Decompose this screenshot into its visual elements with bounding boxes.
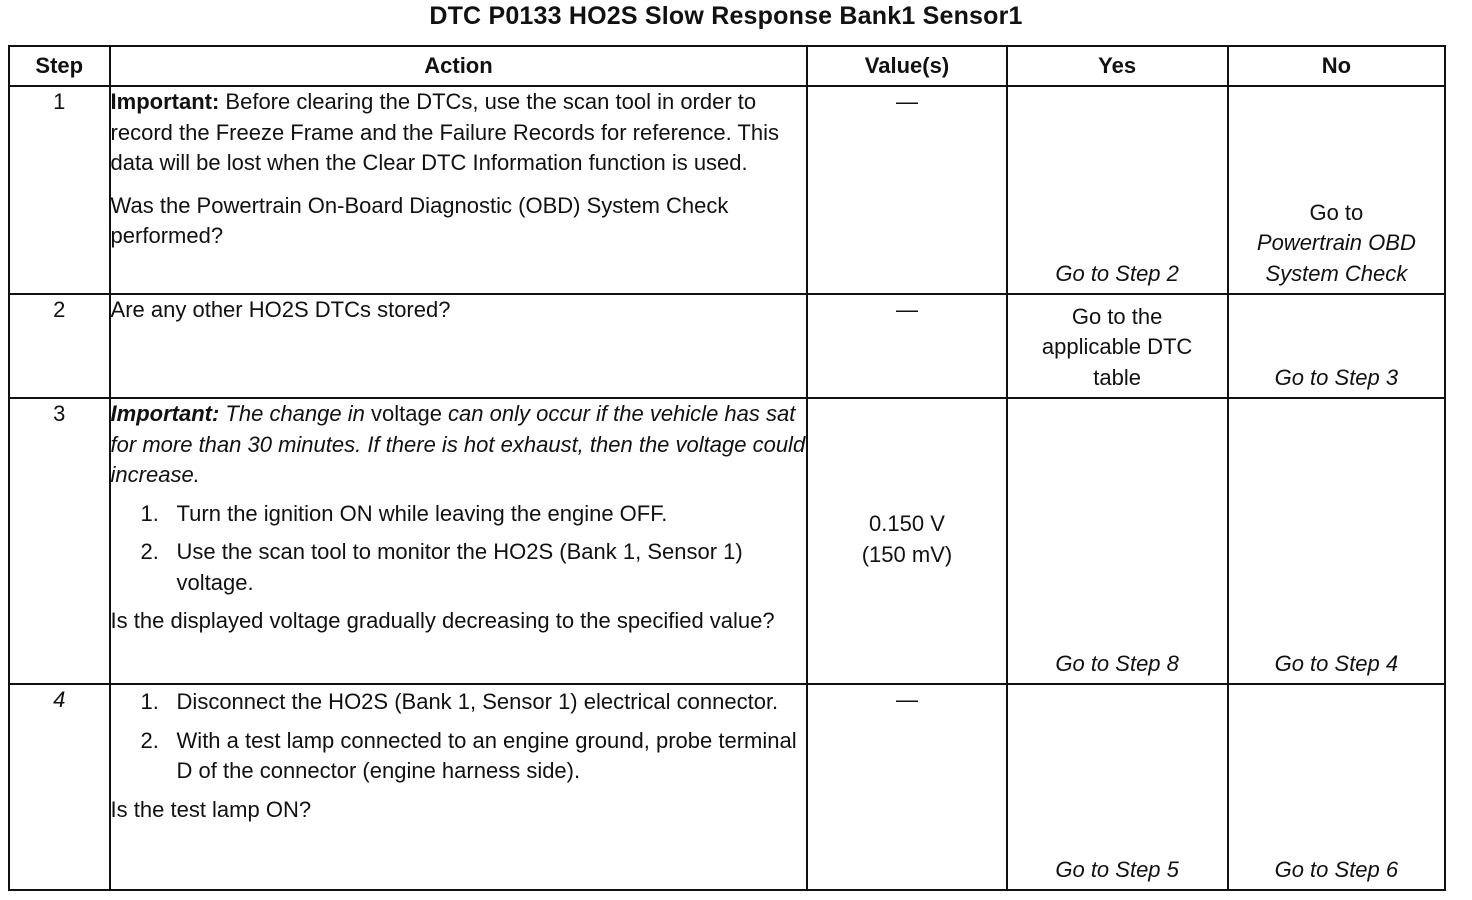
yes-cell [1007,684,1228,890]
action-cell [110,684,808,890]
important-text-b: voltage [370,401,442,426]
procedure-list [111,687,807,787]
header-values: Value(s) [807,46,1006,86]
action-question: Was the Powertrain On-Board Diagnostic (OBD) System Check performed? [110,192,729,248]
list-item-text: Use the scan tool to monitor the HO2S (Bank 1, Sensor 1) voltage. [176,539,743,595]
important-note [111,87,807,179]
action-question: Are any other HO2S DTCs stored? [110,297,451,322]
important-text-a: The change in [219,401,371,426]
value-text: — [895,297,918,322]
step-number: 2 [9,294,110,398]
value-cell [807,684,1006,890]
yes-goto-link[interactable]: Go to the applicable DTC table [1041,303,1193,390]
important-label: Important: [110,89,220,114]
list-item [111,687,807,718]
value-volts: 0.150 V [869,511,945,536]
no-cell [1228,294,1445,398]
no-cell [1228,86,1445,294]
important-text-c: can only occur if the vehicle has sat for more than 30 minutes. If there is hot exhaust, then the voltage could increase. [110,401,806,487]
table-header-row [9,46,1445,86]
action-cell [110,398,808,684]
important-text: Before clearing the DTCs, use the scan tool in order to record the Freeze Frame and the Failure Records for reference. This data will be lost when the Clear DTC Information function is used. [110,89,779,175]
yes-cell [1007,86,1228,294]
no-goto-link[interactable]: Go to Step 4 [1274,650,1399,676]
step-number: 4 [9,684,110,890]
value-text: — [895,89,918,114]
diagnostic-table [8,45,1446,891]
table-row [9,398,1445,684]
procedure-list [111,499,807,599]
table-row [9,86,1445,294]
list-item-number: 1. [140,500,159,526]
no-goto [1229,198,1444,290]
list-item-text: With a test lamp connected to an engine ground, probe terminal D of the connector (engine harness side). [176,727,797,783]
header-no: No [1228,46,1445,86]
action-cell [110,86,808,294]
action-question: Is the displayed voltage gradually decreasing to the specified value? [110,608,775,633]
no-goto-prefix: Go to [1309,199,1364,225]
yes-cell [1007,294,1228,398]
list-item-number: 1. [140,689,159,714]
action-question: Is the test lamp ON? [110,796,312,822]
header-action: Action [110,46,808,86]
table-row [9,294,1445,398]
no-cell [1228,684,1445,890]
important-label: Important: [110,401,220,426]
list-item-number: 2. [140,727,159,753]
no-goto-link[interactable]: Go to Step 3 [1274,364,1399,390]
step-number: 1 [9,86,110,294]
table-row [9,684,1445,890]
list-item-number: 2. [140,539,159,564]
no-goto-link[interactable]: Go to Step 6 [1274,856,1399,882]
yes-goto-link[interactable]: Go to Step 5 [1055,856,1179,882]
list-item-text: Disconnect the HO2S (Bank 1, Sensor 1) electrical connector. [176,689,779,714]
value-millivolts: (150 mV) [861,541,953,567]
list-item-text: Turn the ignition ON while leaving the engine OFF. [176,500,668,526]
yes-goto-link[interactable]: Go to Step 2 [1055,260,1179,286]
value-cell [807,398,1006,684]
header-step: Step [9,46,110,86]
value-cell [807,86,1006,294]
value-cell [807,294,1006,398]
list-item [111,537,807,598]
list-item [111,726,807,787]
header-yes: Yes [1007,46,1228,86]
action-cell [110,294,808,398]
value-text: — [895,687,918,712]
important-note [111,399,807,491]
list-item [111,499,807,530]
page-title: DTC P0133 HO2S Slow Response Bank1 Sensor1 [429,2,1023,30]
no-cell [1228,398,1445,684]
no-goto-link[interactable]: Powertrain OBD System Check [1256,230,1416,286]
yes-goto-link[interactable]: Go to Step 8 [1055,650,1179,676]
yes-cell [1007,398,1228,684]
step-number: 3 [9,398,110,684]
